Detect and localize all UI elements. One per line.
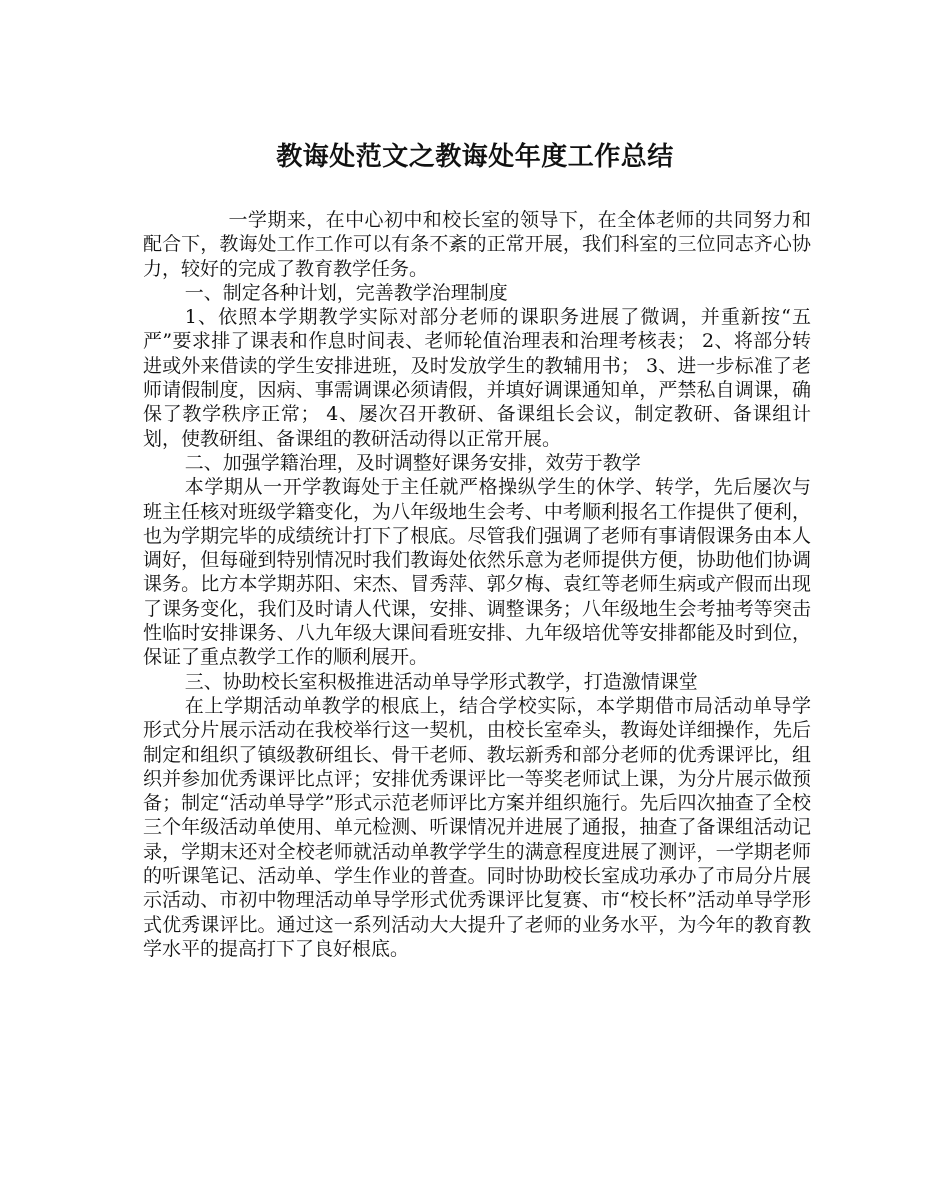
section-heading-2: 二、加强学籍治理，及时调整好课务安排，效劳于教学 (184, 451, 641, 474)
paragraph-section-2: 本学期从一开学教诲处于主任就严格操纵学生的休学、转学，先后屡次与班主任核对班级学籍变化，为八年级地生会考、中考顺利报名工作提供了便利，也为学期完毕的成绩统计打下了根底。尽管我们强调了老师有事请假课务由本人调好，但每碰到特别情况时我们教诲处依然乐意为老师提供方便，协助他们协调课务。比方本学期苏阳、宋杰、冒秀萍、郭夕梅、袁红等老师生病或产假而出现了课务变化，我们及时请人代课，安排、调整课务；八年级地生会考抽考等突击性临时安排课务、八九年级大课间看班安排、九年级培优等安排都能及时到位，保证了重点教学工作的顺利展开。 (143, 476, 811, 669)
paragraph-intro: 一学期来，在中心初中和校长室的领导下，在全体老师的共同努力和配合下，教诲处工作工作可以有条不紊的正常开展，我们科室的三位同志齐心协力，较好的完成了教育教学任务。 (143, 209, 811, 280)
paragraph-section-1: 1、依照本学期教学实际对部分老师的课职务进展了微调，并重新按“五严”要求排了课表和作息时间表、老师轮值治理表和治理考核表； 2、将部分转进或外来借读的学生安排进班，及时发放学生的教辅用书； 3、进一步标准了老师请假制度，因病、事需调课必须请假，并填好调课通知单，严禁私自调课，确保了教学秩序正常； 4、屡次召开教研、备课组长会议，制定教研、备课组计划，使教研组、备课组的教研活动得以正常开展。 (143, 306, 811, 450)
paragraph-section-3: 在上学期活动单教学的根底上，结合学校实际，本学期借市局活动单导学形式分片展示活动在我校举行这一契机，由校长室牵头，教诲处详细操作，先后制定和组织了镇级教研组长、骨干老师、教坛新秀和部分老师的优秀课评比，组织并参加优秀课评比点评；安排优秀课评比一等奖老师试上课，为分片展示做预备；制定“活动单导学”形式示范老师评比方案并组织施行。先后四次抽查了全校三个年级活动单使用、单元检测、听课情况并进展了通报，抽查了备课组活动记录，学期末还对全校老师就活动单教学学生的满意程度进展了测评，一学期老师的听课笔记、活动单、学生作业的普查。同时协助校长室成功承办了市局分片展示活动、市初中物理活动单导学形式优秀课评比复赛、市“校长杯”活动单导学形式优秀课评比。通过这一系列活动大大提升了老师的业务水平，为今年的教育教学水平的提高打下了良好根底。 (143, 694, 811, 960)
document-title: 教诲处范文之教诲处年度工作总结 (276, 142, 674, 172)
section-heading-3: 三、协助校长室积极推进活动单导学形式教学，打造激情课堂 (184, 670, 698, 693)
document-body (143, 208, 811, 961)
section-heading-1: 一、制定各种计划，完善教学治理制度 (184, 281, 508, 304)
